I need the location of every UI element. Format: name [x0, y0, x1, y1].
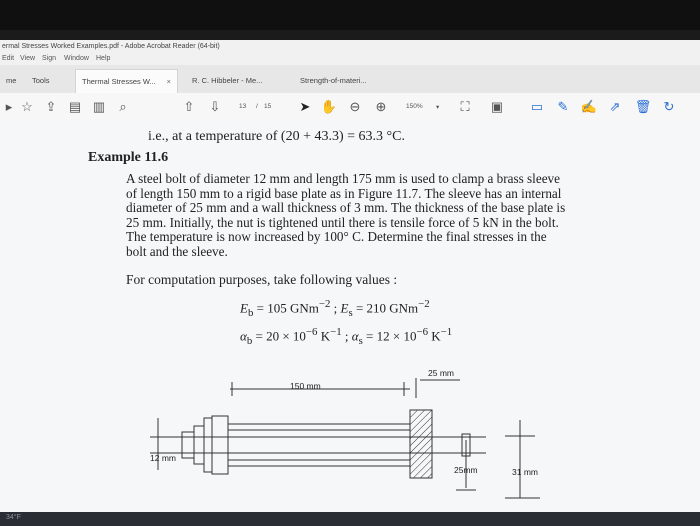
nav-home[interactable]: me [6, 76, 17, 85]
pointer-icon[interactable]: ➤ [299, 99, 311, 114]
tab-label: Thermal Stresses W... [82, 77, 156, 86]
taskbar [0, 512, 700, 526]
eq-symbol: E [240, 300, 248, 316]
eq-unit: K [317, 328, 331, 344]
comment-icon[interactable]: ▭ [530, 99, 544, 114]
eq-value: = 20 × 10 [252, 328, 306, 344]
sidebar-toggle-icon[interactable]: ▸ [5, 99, 13, 114]
page-current[interactable]: 13 [239, 103, 247, 110]
rotate-icon[interactable]: ↻ [663, 99, 675, 114]
zoom-dropdown-icon[interactable]: ▾ [436, 104, 440, 111]
head-left [212, 416, 228, 474]
menu-window[interactable]: Window [64, 55, 89, 62]
upload-icon[interactable]: ⇪ [45, 99, 57, 114]
nut [194, 426, 204, 464]
page-separator: / [256, 103, 258, 110]
label-25mm-side: 25mm [454, 465, 478, 475]
computation-intro: For computation purposes, take following values : [126, 272, 398, 287]
eq-sub: s [358, 334, 363, 347]
bolt-end [182, 432, 194, 458]
eq-sub: b [247, 306, 254, 319]
delete-icon[interactable]: 🗑 [634, 99, 652, 114]
menu-view[interactable]: View [20, 55, 36, 62]
eq-value: = 210 GNm [352, 300, 419, 316]
hand-icon[interactable]: ✋ [320, 99, 338, 114]
eq-value: = 12 × 10 [362, 328, 417, 344]
eq-unit: K [428, 328, 441, 344]
label-31mm: 31 mm [512, 467, 538, 477]
print-icon[interactable]: ▥ [92, 99, 106, 114]
eq-sub: b [246, 334, 253, 347]
star-icon[interactable]: ☆ [21, 99, 33, 114]
down-arrow-icon[interactable]: ⇩ [209, 99, 221, 114]
read-mode-icon[interactable]: ▣ [490, 99, 504, 114]
tab-hibbeler[interactable]: R. C. Hibbeler - Me... [192, 76, 263, 85]
share-icon[interactable]: ⇗ [609, 99, 621, 114]
menu-sign[interactable]: Sign [42, 55, 57, 62]
example-heading: Example 11.6 [88, 150, 169, 165]
menu-help[interactable]: Help [96, 55, 111, 62]
window-title: ermal Stresses Worked Examples.pdf - Adobe Acrobat Reader (64-bit) [0, 40, 700, 53]
zoom-out-icon[interactable]: ⊖ [349, 99, 361, 114]
eq-sep: ; [330, 300, 341, 316]
page-total: 15 [264, 103, 272, 110]
nav-tools[interactable]: Tools [32, 76, 50, 85]
search-icon[interactable]: ⌕ [119, 99, 127, 114]
label-12mm: 12 mm [150, 453, 176, 463]
menu-edit[interactable]: Edit [2, 55, 15, 62]
eq-symbol: α [240, 328, 247, 344]
document-top-line: i.e., at a temperature of (20 + 43.3) = 63.3 °C. [148, 129, 405, 144]
close-icon[interactable]: × [166, 77, 171, 86]
eq-exp: −6 [305, 326, 318, 338]
eq-exp: −1 [330, 326, 342, 338]
tab-strength-of-materials[interactable]: Strength-of-materi... [300, 76, 367, 85]
eq-symbol: E [340, 300, 349, 316]
fit-page-icon[interactable]: ⛶ [460, 99, 470, 114]
pen-icon[interactable]: ✎ [557, 99, 569, 114]
zoom-level[interactable]: 150% [406, 103, 423, 110]
label-25mm-top: 25 mm [428, 368, 454, 378]
eq-symbol: α [351, 328, 359, 344]
eq-exp: −1 [440, 326, 453, 338]
eq-value: = 105 GNm [253, 300, 319, 316]
sign-icon[interactable]: ✍ [580, 99, 598, 114]
washer-left [204, 418, 212, 472]
eq-exp: −6 [416, 326, 428, 338]
problem-paragraph: A steel bolt of diameter 12 mm and length 175 mm is used to clamp a brass sleeve of length 150 mm to a rigid base plate as in Figure 11.7. The sleeve has an internal diameter of 25 mm and a wall thickness of 3 mm. The thickness of the base plate is 25 mm. Initially, the nut is tightened until there is tensile force of 5 kN in the bolt. The temperature is now increased by 100° C. Determine the final stresses in the bolt and the sleeve. [126, 171, 566, 259]
up-arrow-icon[interactable]: ⇧ [183, 99, 195, 114]
label-150mm: 150 mm [290, 381, 321, 391]
weather-temp[interactable]: 34°F [6, 514, 21, 521]
eq-exp: −2 [418, 298, 430, 310]
print-preview-icon[interactable]: ▤ [68, 99, 82, 114]
eq-exp: −2 [318, 298, 331, 310]
eq-sep: ; [341, 328, 352, 344]
zoom-in-icon[interactable]: ⊕ [375, 99, 387, 114]
eq-sub: s [348, 306, 353, 319]
base-plate [410, 410, 432, 478]
